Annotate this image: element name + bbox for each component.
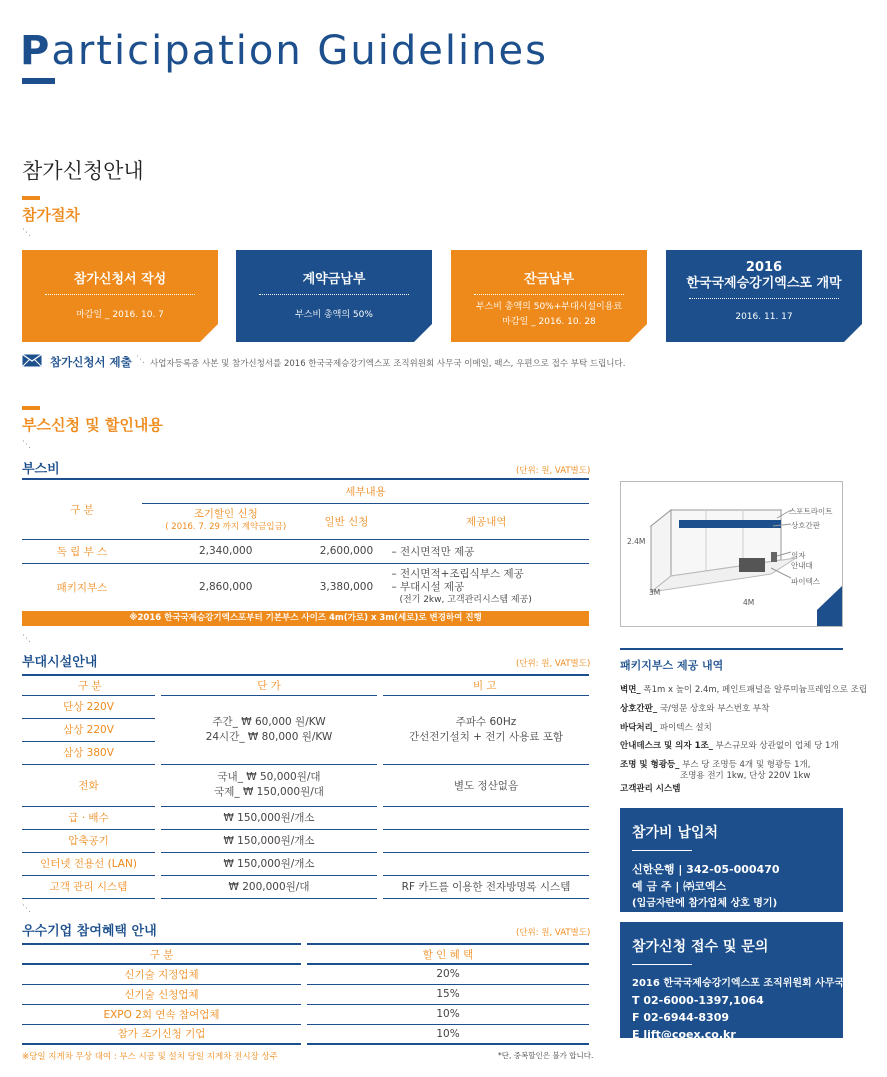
dots-divider: ⋱ xyxy=(22,904,32,914)
booth-fee-title: 부스비 xyxy=(22,462,60,477)
benefits-table xyxy=(22,943,589,1045)
row-general: 3,380,000 xyxy=(319,581,374,594)
row-name: 인터넷 전용선 (LAN) xyxy=(22,852,158,875)
table-row xyxy=(22,806,589,829)
provide-line: – 전시면적+조립식부스 제공 xyxy=(391,567,524,580)
booth-size-notice: ※2016 한국국제승강기엑스포부터 기본부스 사이즈 4m(가로) x 3m(세로)로 변경하여 진행 xyxy=(22,611,589,626)
payment-separator xyxy=(632,850,692,851)
step-separator xyxy=(45,294,195,295)
row-note: RF 카드를 이용한 전자방명록 시스템 xyxy=(380,875,589,898)
col-discount: 할 인 혜 택 xyxy=(304,944,589,964)
col-category: 구 분 xyxy=(22,944,304,964)
row-name: 삼상 220V xyxy=(22,718,158,741)
contact-email: E lift@coex.co.kr xyxy=(632,1028,736,1041)
row-name: 패키지부스 xyxy=(56,581,108,594)
item-text: 국/영문 상호와 부스번호 부착 xyxy=(659,704,770,714)
step-4 xyxy=(666,250,862,342)
contact-title: 참가신청 접수 및 문의 xyxy=(632,939,769,955)
price-line: 주간_ ₩ 60,000 원/KW xyxy=(212,715,326,728)
step-sub: 부스비 총액의 50%+부대시설이용료 xyxy=(475,302,623,312)
row-name: 단상 220V xyxy=(22,695,158,718)
price-line: 국제_ ₩ 150,000원/대 xyxy=(214,786,324,798)
row-rate: 10% xyxy=(304,1004,589,1024)
benefits-title: 우수기업 참여혜택 안내 xyxy=(22,924,157,939)
booth-fee-table xyxy=(22,478,589,611)
label-width: 4M xyxy=(743,598,755,607)
dots-divider: ⋱ xyxy=(22,228,32,238)
contact-org: 2016 한국국제승강기엑스포 조직위원회 사무국 xyxy=(632,978,845,989)
booth-fee-unit: (단위: 원, VAT별도) xyxy=(516,466,591,476)
step-notch xyxy=(414,324,432,342)
step-separator xyxy=(689,298,839,299)
row-provide: – 전시면적만 제공 xyxy=(383,539,589,563)
label-sign: 상호간판 xyxy=(791,521,820,530)
table-row xyxy=(22,829,589,852)
step-3 xyxy=(451,250,647,342)
provide-line: (전기 2kw, 고객관리시스템 제공) xyxy=(399,594,532,605)
col-early-label: 조기할인 신청 xyxy=(193,508,258,520)
label-height: 2.4M xyxy=(627,537,646,546)
row-rate: 10% xyxy=(304,1024,589,1044)
page-title: Participation Guidelines xyxy=(20,28,548,74)
step-title: 2016 xyxy=(745,260,783,275)
row-name: 전화 xyxy=(22,764,158,806)
item-label: 조명 및 형광등_ xyxy=(620,760,680,770)
step-notch xyxy=(200,324,218,342)
elec-price xyxy=(158,695,380,764)
phone-note: 별도 정산없음 xyxy=(380,764,589,806)
contact-phone: T 02-6000-1397,1064 xyxy=(632,994,764,1007)
contact-box xyxy=(620,922,845,1041)
step-title: 계약금납부 xyxy=(302,272,366,287)
payment-line: 예 금 주 | ㈜코엑스 xyxy=(632,880,727,893)
facilities-title: 부대시설안내 xyxy=(22,655,98,670)
submit-text: 사업자등록증 사본 및 참가신청서를 2016 한국국제승강기엑스포 조직위원회 사무국 이메일, 팩스, 우편으로 접수 부탁 드립니다. xyxy=(150,359,626,369)
section-marker xyxy=(22,406,40,410)
table-row xyxy=(22,1004,589,1024)
table-row xyxy=(22,984,589,1004)
item-label: 벽면_ xyxy=(620,685,641,695)
row-price: ₩ 150,000원/개소 xyxy=(158,806,380,829)
benefits-unit: (단위: 원, VAT별도) xyxy=(516,928,591,938)
facilities-table xyxy=(22,674,589,899)
facilities-unit: (단위: 원, VAT별도) xyxy=(516,659,591,669)
row-price: ₩ 150,000원/개소 xyxy=(158,852,380,875)
item-label: 안내데스크 및 의자 1조_ xyxy=(620,741,713,751)
row-price: ₩ 200,000원/대 xyxy=(158,875,380,898)
step-title: 잔금납부 xyxy=(523,272,575,287)
col-category: 구 분 xyxy=(22,675,158,695)
row-name: EXPO 2회 연속 참여업체 xyxy=(22,1004,304,1024)
col-note: 비 고 xyxy=(380,675,589,695)
package-divider xyxy=(620,648,843,650)
payment-box xyxy=(620,808,843,912)
price-line: 국내_ ₩ 50,000원/대 xyxy=(217,771,321,783)
dots-divider: ⋱ xyxy=(22,634,32,644)
row-name: 신기술 신청업체 xyxy=(22,984,304,1004)
row-name: 신기술 지정업체 xyxy=(22,964,304,984)
table-row xyxy=(22,1024,589,1044)
payment-line: 신한은행 | 342-05-000470 xyxy=(632,863,780,876)
payment-line: (입금자란에 참가업체 상호 명기) xyxy=(632,898,778,909)
price-line: 24시간_ ₩ 80,000 원/KW xyxy=(205,730,333,743)
step-1 xyxy=(22,250,218,342)
no-duplicate-note: *단, 중복할인은 불가 합니다. xyxy=(498,1051,594,1060)
col-early xyxy=(142,503,309,539)
elec-note xyxy=(380,695,589,764)
label-pipe: 파이텍스 xyxy=(791,577,820,586)
item-label: 바닥처리_ xyxy=(620,723,658,733)
table-row xyxy=(22,852,589,875)
row-rate: 20% xyxy=(304,964,589,984)
table-row xyxy=(22,875,589,898)
step-sub: 마감일 _ 2016. 10. 7 xyxy=(76,310,164,320)
phone-price xyxy=(158,764,380,806)
step-title2: 한국국제승강기엑스포 개막 xyxy=(686,276,842,291)
label-depth: 3M xyxy=(649,588,661,597)
section-marker xyxy=(22,196,40,200)
package-item xyxy=(620,760,850,782)
row-provide xyxy=(383,563,589,611)
package-item xyxy=(620,784,850,795)
package-item xyxy=(620,741,850,752)
row-name: 독 립 부 스 xyxy=(22,539,142,563)
item-text: 폭1m x 높이 2.4m, 페인트패널을 알루미늄프레임으로 조립 xyxy=(643,685,868,695)
col-provide: 제공내역 xyxy=(383,503,589,539)
note-line: 주파수 60Hz xyxy=(455,715,517,728)
row-name: 압축공기 xyxy=(22,829,158,852)
table-row xyxy=(22,563,589,611)
booth-section-title: 부스신청 및 할인내용 xyxy=(22,416,163,434)
table-row xyxy=(22,964,589,984)
submit-label: 참가신청서 제출 xyxy=(50,355,132,369)
package-title: 패키지부스 제공 내역 xyxy=(620,659,724,672)
package-item xyxy=(620,723,850,734)
contact-separator xyxy=(632,964,692,965)
step-sub: 2016. 11. 17 xyxy=(735,312,793,322)
item-label: 상호간판_ xyxy=(620,704,658,714)
table-row xyxy=(22,539,589,563)
step-notch xyxy=(844,324,862,342)
row-note xyxy=(380,829,589,852)
item-text: 부스 당 조명등 4개 및 형광등 1개, xyxy=(682,760,811,770)
item-text2: 조명용 전기 1kw, 단상 220V 1kw xyxy=(680,771,811,781)
label-chair: 의자 xyxy=(791,551,806,560)
row-early: 2,340,000 xyxy=(142,539,309,563)
step-title: 참가신청서 작성 xyxy=(73,272,167,287)
row-name: 참가 조기신청 기업 xyxy=(22,1024,304,1044)
step-separator xyxy=(259,294,409,295)
envelope-icon xyxy=(22,354,42,370)
table-row xyxy=(22,764,589,806)
item-text: 파이텍스 설치 xyxy=(659,723,712,733)
col-price: 단 가 xyxy=(158,675,380,695)
col-general: 일반 신청 xyxy=(309,503,383,539)
col-category: 구 분 xyxy=(22,479,142,539)
payment-title: 참가비 납입처 xyxy=(632,825,719,841)
booth-diagram xyxy=(620,481,843,627)
process-title: 참가절차 xyxy=(22,206,80,224)
note-line: 간선전기설치 + 전기 사용료 포함 xyxy=(408,730,563,743)
label-desk: 안내대 xyxy=(791,561,813,570)
row-general: 2,600,000 xyxy=(309,539,383,563)
row-rate: 15% xyxy=(304,984,589,1004)
package-item xyxy=(620,685,868,696)
row-name: 급 · 배수 xyxy=(22,806,158,829)
package-item xyxy=(620,704,850,715)
row-name: 고객 관리 시스템 xyxy=(22,875,158,898)
step-separator xyxy=(474,294,624,295)
forklift-footnote: ※당일 지게차 무상 대여 : 부스 시공 및 설치 당일 지게차 전시장 상주 xyxy=(22,1052,278,1062)
col-early-note: ( 2016. 7. 29 까지 계약금입금) xyxy=(165,522,287,532)
label-spotlight: 스포트라이트 xyxy=(789,507,833,516)
step-notch xyxy=(629,324,647,342)
row-note xyxy=(380,852,589,875)
contact-fax: F 02-6944-8309 xyxy=(632,1011,730,1024)
step-sub: 부스비 총액의 50% xyxy=(295,310,373,320)
row-note xyxy=(380,806,589,829)
table-row xyxy=(22,695,589,718)
provide-line: – 부대시설 제공 xyxy=(391,580,465,593)
row-early: 2,860,000 xyxy=(198,581,253,594)
item-text: 부스규모와 상관없이 업체 당 1개 xyxy=(715,741,839,751)
dots-divider: ⋱ xyxy=(136,355,146,365)
item-label: 고객관리 시스템 xyxy=(620,784,681,794)
row-price: ₩ 150,000원/개소 xyxy=(158,829,380,852)
col-detail: 세부내용 xyxy=(142,479,589,503)
main-heading: 참가신청안내 xyxy=(22,159,144,183)
row-name: 삼상 380V xyxy=(22,741,158,764)
step-2 xyxy=(236,250,432,342)
title-underline xyxy=(22,78,55,84)
step-sub2: 마감일 _ 2016. 10. 28 xyxy=(502,317,596,327)
dots-divider: ⋱ xyxy=(22,440,32,450)
